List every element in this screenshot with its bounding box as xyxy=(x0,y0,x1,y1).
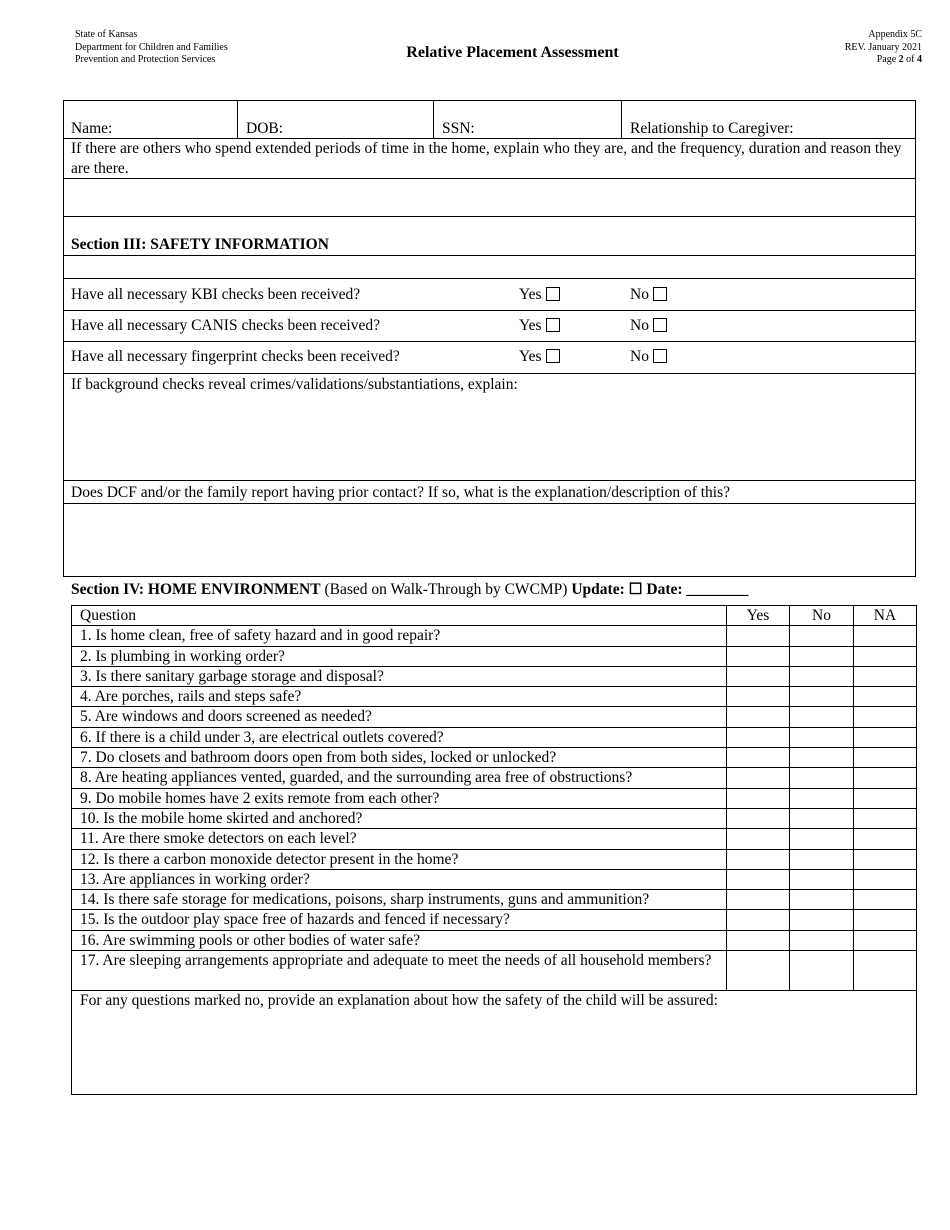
revision-date: REV. January 2021 xyxy=(844,41,922,53)
answer-yes-cell[interactable] xyxy=(727,748,790,768)
question-text: 9. Do mobile homes have 2 exits remote from each other? xyxy=(72,788,727,808)
table-row xyxy=(72,890,917,910)
appendix-label: Appendix 5C xyxy=(868,29,922,40)
col-question: Question xyxy=(72,606,727,626)
kbi-yes-checkbox[interactable]: Yes xyxy=(519,285,560,305)
question-text: 14. Is there safe storage for medications, poisons, sharp instruments, guns and ammunition? xyxy=(72,890,727,910)
table-row xyxy=(72,626,917,646)
dob-field[interactable]: DOB: xyxy=(246,120,284,137)
table-row xyxy=(72,808,917,828)
question-text: 4. Are porches, rails and steps safe? xyxy=(72,687,727,707)
kbi-check-question: Have all necessary KBI checks been received? xyxy=(71,286,361,303)
answer-yes-cell[interactable] xyxy=(727,626,790,646)
question-text: 17. Are sleeping arrangements appropriate and adequate to meet the needs of all household members? xyxy=(72,951,727,991)
question-text: 11. Are there smoke detectors on each level? xyxy=(72,829,727,849)
question-text: 7. Do closets and bathroom doors open from both sides, locked or unlocked? xyxy=(72,748,727,768)
answer-yes-cell[interactable] xyxy=(727,707,790,727)
fingerprint-check-question: Have all necessary fingerprint checks been received? xyxy=(71,348,400,365)
answer-no-cell[interactable] xyxy=(790,849,854,869)
answer-na-cell[interactable] xyxy=(854,626,917,646)
answer-no-cell[interactable] xyxy=(790,930,854,950)
page-indicator: Page 2 of 4 xyxy=(876,54,922,65)
answer-na-cell[interactable] xyxy=(854,748,917,768)
question-text: 5. Are windows and doors screened as needed? xyxy=(72,707,727,727)
fingerprint-yes-checkbox[interactable]: Yes xyxy=(519,347,560,367)
answer-no-cell[interactable] xyxy=(790,829,854,849)
others-in-home-prompt: If there are others who spend extended periods of time in the home, explain who they are, and the frequency, duration and reason they are there. xyxy=(71,140,902,177)
background-explain-answer[interactable] xyxy=(64,396,915,480)
ssn-field[interactable]: SSN: xyxy=(442,120,475,137)
table-row xyxy=(72,727,917,747)
update-date-field[interactable]: Update: ☐ Date: ________ xyxy=(571,581,749,598)
answer-no-cell[interactable] xyxy=(790,727,854,747)
table-row xyxy=(72,666,917,686)
answer-yes-cell[interactable] xyxy=(727,829,790,849)
answer-no-cell[interactable] xyxy=(790,707,854,727)
table-row xyxy=(72,930,917,950)
table-row xyxy=(72,829,917,849)
answer-na-cell[interactable] xyxy=(854,808,917,828)
answer-yes-cell[interactable] xyxy=(727,788,790,808)
explanation-cell[interactable] xyxy=(72,991,917,1095)
answer-na-cell[interactable] xyxy=(854,869,917,889)
kbi-no-checkbox[interactable]: No xyxy=(630,285,667,305)
answer-no-cell[interactable] xyxy=(790,910,854,930)
question-text: 8. Are heating appliances vented, guarded, and the surrounding area free of obstructions? xyxy=(72,768,727,788)
name-field[interactable]: Name: xyxy=(71,120,113,137)
relationship-field[interactable]: Relationship to Caregiver: xyxy=(630,120,794,137)
answer-no-cell[interactable] xyxy=(790,869,854,889)
question-text: 6. If there is a child under 3, are electrical outlets covered? xyxy=(72,727,727,747)
question-text: 10. Is the mobile home skirted and anchored? xyxy=(72,808,727,828)
col-na: NA xyxy=(854,606,917,626)
answer-na-cell[interactable] xyxy=(854,951,917,991)
answer-no-cell[interactable] xyxy=(790,646,854,666)
explanation-prompt: For any questions marked no, provide an explanation about how the safety of the child will be assured: xyxy=(80,992,718,1010)
prior-contact-answer[interactable] xyxy=(64,504,915,576)
agency-line-division: Prevention and Protection Services xyxy=(75,54,216,65)
answer-yes-cell[interactable] xyxy=(727,869,790,889)
answer-na-cell[interactable] xyxy=(854,910,917,930)
answer-na-cell[interactable] xyxy=(854,849,917,869)
answer-no-cell[interactable] xyxy=(790,890,854,910)
agency-line-state: State of Kansas xyxy=(75,29,138,40)
section-4-heading: Section IV: HOME ENVIRONMENT (Based on Walk-Through by CWCMP) Update: ☐ Date: ________ xyxy=(71,581,749,598)
answer-no-cell[interactable] xyxy=(790,666,854,686)
answer-yes-cell[interactable] xyxy=(727,808,790,828)
question-text: 13. Are appliances in working order? xyxy=(72,869,727,889)
answer-no-cell[interactable] xyxy=(790,951,854,991)
question-text: 1. Is home clean, free of safety hazard and in good repair? xyxy=(72,626,727,646)
form-title: Relative Placement Assessment xyxy=(406,44,619,61)
table-header-row xyxy=(72,606,917,626)
answer-na-cell[interactable] xyxy=(854,666,917,686)
answer-na-cell[interactable] xyxy=(854,727,917,747)
answer-na-cell[interactable] xyxy=(854,890,917,910)
table-row xyxy=(72,788,917,808)
answer-yes-cell[interactable] xyxy=(727,951,790,991)
answer-yes-cell[interactable] xyxy=(727,910,790,930)
table-row xyxy=(72,707,917,727)
answer-na-cell[interactable] xyxy=(854,829,917,849)
answer-no-cell[interactable] xyxy=(790,626,854,646)
canis-check-question: Have all necessary CANIS checks been received? xyxy=(71,317,380,334)
table-row xyxy=(72,646,917,666)
table-row xyxy=(72,768,917,788)
answer-na-cell[interactable] xyxy=(854,687,917,707)
answer-yes-cell[interactable] xyxy=(727,727,790,747)
agency-line-department: Department for Children and Families xyxy=(75,41,228,53)
answer-na-cell[interactable] xyxy=(854,707,917,727)
table-row xyxy=(72,951,917,991)
question-text: 16. Are swimming pools or other bodies of water safe? xyxy=(72,930,727,950)
table-row xyxy=(72,748,917,768)
answer-yes-cell[interactable] xyxy=(727,687,790,707)
answer-yes-cell[interactable] xyxy=(727,646,790,666)
answer-na-cell[interactable] xyxy=(854,646,917,666)
question-text: 15. Is the outdoor play space free of hazards and fenced if necessary? xyxy=(72,910,727,930)
answer-yes-cell[interactable] xyxy=(727,890,790,910)
explanation-row xyxy=(72,991,917,1095)
answer-na-cell[interactable] xyxy=(854,930,917,950)
answer-na-cell[interactable] xyxy=(854,768,917,788)
question-text: 2. Is plumbing in working order? xyxy=(72,646,727,666)
table-row xyxy=(72,869,917,889)
question-text: 12. Is there a carbon monoxide detector present in the home? xyxy=(72,849,727,869)
question-text: 3. Is there sanitary garbage storage and disposal? xyxy=(72,666,727,686)
section-3-heading: Section III: SAFETY INFORMATION xyxy=(71,236,329,253)
col-no: No xyxy=(790,606,854,626)
answer-no-cell[interactable] xyxy=(790,687,854,707)
others-in-home-answer[interactable] xyxy=(64,179,915,216)
col-yes: Yes xyxy=(727,606,790,626)
home-environment-table xyxy=(71,605,917,1095)
revision-block xyxy=(845,29,922,67)
answer-no-cell[interactable] xyxy=(790,768,854,788)
answer-no-cell[interactable] xyxy=(790,808,854,828)
table-row xyxy=(72,687,917,707)
answer-yes-cell[interactable] xyxy=(727,849,790,869)
answer-yes-cell[interactable] xyxy=(727,666,790,686)
table-row xyxy=(72,849,917,869)
answer-yes-cell[interactable] xyxy=(727,768,790,788)
canis-yes-checkbox[interactable]: Yes xyxy=(519,316,560,336)
answer-no-cell[interactable] xyxy=(790,748,854,768)
answer-na-cell[interactable] xyxy=(854,788,917,808)
background-explain-prompt: If background checks reveal crimes/validations/substantiations, explain: xyxy=(71,376,518,393)
prior-contact-prompt: Does DCF and/or the family report having prior contact? If so, what is the explanation/description of this? xyxy=(71,484,731,501)
answer-no-cell[interactable] xyxy=(790,788,854,808)
canis-no-checkbox[interactable]: No xyxy=(630,316,667,336)
table-row xyxy=(72,910,917,930)
fingerprint-no-checkbox[interactable]: No xyxy=(630,347,667,367)
answer-yes-cell[interactable] xyxy=(727,930,790,950)
